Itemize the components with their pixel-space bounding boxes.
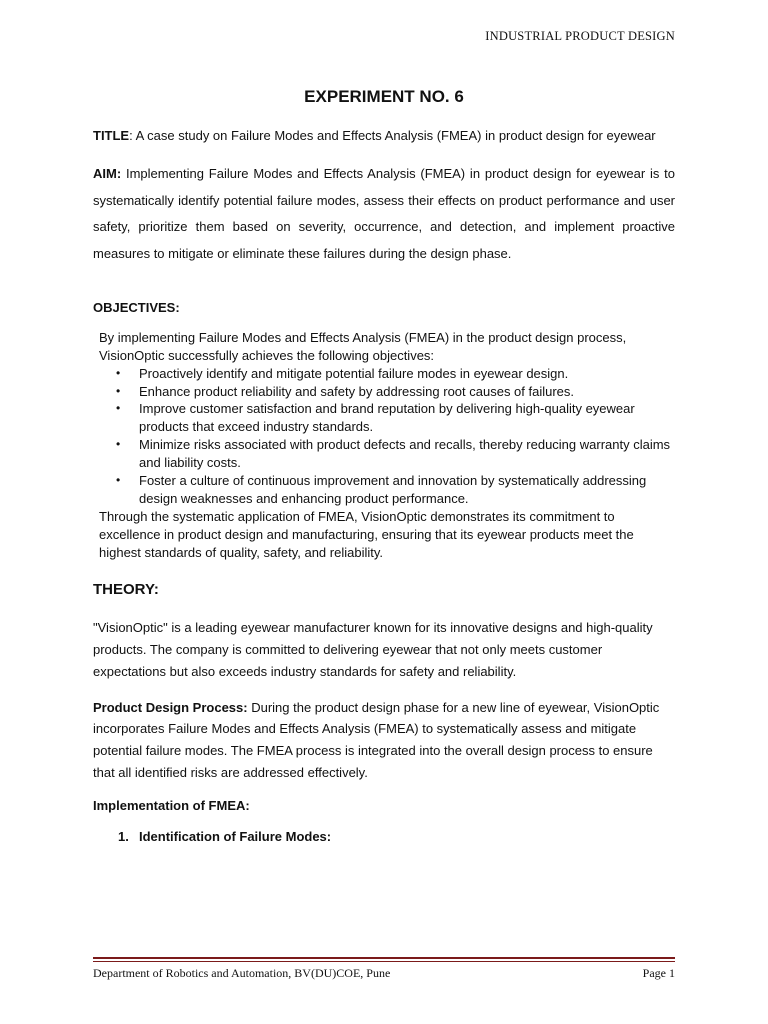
objectives-list bbox=[99, 365, 675, 508]
footer-page-number: Page 1 bbox=[642, 966, 675, 980]
title-text: : A case study on Failure Modes and Effects Analysis (FMEA) in product design for eyewear bbox=[129, 128, 656, 143]
bullet-icon: • bbox=[116, 473, 121, 488]
running-header: INDUSTRIAL PRODUCT DESIGN bbox=[485, 29, 675, 43]
pdp-text: During the product design phase for a new line of eyewear, VisionOptic incorporates Failure Modes and Effects Analysis (FMEA) to systematically assess and mitigate potential failure modes. The FMEA process is integrated into the overall design process to ensure that all identified risks are addressed effectively. bbox=[93, 699, 660, 780]
objectives-heading: OBJECTIVES: bbox=[93, 299, 180, 315]
step-number: 1. bbox=[118, 828, 129, 844]
implementation-heading: Implementation of FMEA: bbox=[93, 797, 250, 813]
numbered-step bbox=[93, 829, 675, 844]
objectives-section bbox=[93, 329, 675, 562]
bullet-icon: • bbox=[116, 365, 121, 380]
objectives-conclusion: Through the systematic application of FMEA, VisionOptic demonstrates its commitment to excellence in product design and manufacturing, ensuring that its eyewear products meet the highest standards of quality, safety, and reliability. bbox=[99, 508, 634, 560]
aim-text: Implementing Failure Modes and Effects Analysis (FMEA) in product design for eyewear is to systematically identify potential failure modes, assess their effects on product performance and user safety, prioritize them based on severity, occurrence, and detection, and implement proactive measures to mitigate or eliminate these failures during the design phase. bbox=[93, 166, 675, 262]
bullet-icon: • bbox=[116, 437, 121, 452]
pdp-label: Product Design Process: bbox=[93, 699, 248, 715]
product-design-process-paragraph bbox=[93, 697, 675, 784]
theory-paragraph: "VisionOptic" is a leading eyewear manufacturer known for its innovative designs and high-quality products. The company is committed to delivering eyewear that not only meets customer expectations but also exceeds industry standards for safety and reliability. bbox=[93, 619, 653, 679]
bullet-icon: • bbox=[116, 401, 121, 416]
experiment-heading: EXPERIMENT NO. 6 bbox=[304, 87, 464, 106]
bullet-icon: • bbox=[116, 383, 121, 398]
aim-label: AIM: bbox=[93, 166, 122, 181]
list-item: • Minimize risks associated with product defects and recalls, thereby reducing warranty claims and liability costs. bbox=[116, 437, 671, 471]
page-content bbox=[93, 87, 675, 844]
list-item: • Improve customer satisfaction and brand reputation by delivering high-quality eyewear products that exceed industry standards. bbox=[116, 401, 635, 435]
footer-department: Department of Robotics and Automation, BV(DU)COE, Pune bbox=[93, 966, 391, 980]
theory-heading: THEORY: bbox=[93, 580, 159, 598]
step-label: Identification of Failure Modes: bbox=[139, 828, 332, 844]
title-paragraph bbox=[93, 127, 675, 145]
list-item: • Proactively identify and mitigate potential failure modes in eyewear design. bbox=[116, 365, 569, 381]
list-item: • Foster a culture of continuous improvement and innovation by systematically addressing design weaknesses and enhancing product performance. bbox=[116, 473, 647, 506]
aim-paragraph bbox=[93, 161, 675, 268]
title-label: TITLE bbox=[93, 128, 130, 143]
footer-divider bbox=[93, 957, 675, 962]
list-item: • Enhance product reliability and safety by addressing root causes of failures. bbox=[116, 383, 575, 399]
objectives-intro: By implementing Failure Modes and Effects Analysis (FMEA) in the product design process, VisionOptic successfully achieves the following objectives: bbox=[99, 329, 627, 363]
